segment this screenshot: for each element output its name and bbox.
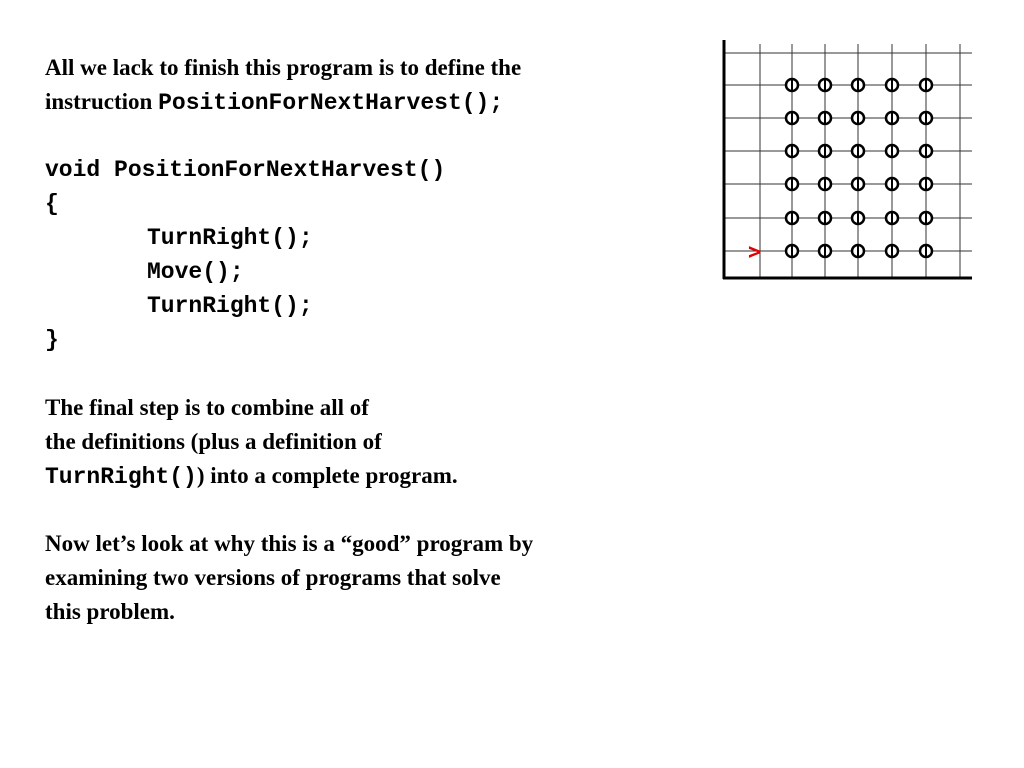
beeper-5-4 [886,211,898,225]
beeper-2-5 [920,111,932,125]
closing-line-1: Now let’s look at why this is a “good” program by [45,531,534,556]
beeper-2-4 [886,111,898,125]
code-signature: void PositionForNextHarvest() [45,157,446,183]
code-open-brace: { [45,191,59,217]
beeper-6-4 [886,244,898,258]
beeper-3-4 [886,144,898,158]
turnright-code: TurnRight() [45,464,197,490]
code-line-move: Move(); [147,259,244,285]
beeper-6-3 [852,244,864,258]
final-step-line-3 [45,459,685,493]
beeper-4-5 [920,177,932,191]
beeper-3-5 [920,144,932,158]
beeper-3-2 [819,144,831,158]
slide-text [45,51,685,629]
beeper-1-3 [852,78,864,92]
final-step-line-2: the definitions (plus a definition of [45,429,382,454]
beeper-1-5 [920,78,932,92]
beeper-2-3 [852,111,864,125]
robot-marker: > [748,240,762,265]
intro-line-2 [45,85,685,119]
beeper-1-2 [819,78,831,92]
intro-line-1: All we lack to finish this program is to define the [45,55,522,80]
beeper-4-3 [852,177,864,191]
beeper-5-1 [786,211,798,225]
code-close-brace: } [45,327,59,353]
closing-line-2: examining two versions of programs that solve [45,565,501,590]
beeper-3-1 [786,144,798,158]
code-line-turnright-2: TurnRight(); [147,293,313,319]
beeper-6-2 [819,244,831,258]
beeper-2-2 [819,111,831,125]
beeper-1-4 [886,78,898,92]
beeper-2-1 [786,111,798,125]
beeper-4-2 [819,177,831,191]
intro-line-2-text: instruction [45,89,159,114]
instruction-code: PositionForNextHarvest(); [158,90,504,116]
beeper-3-3 [852,144,864,158]
closing-line-3: this problem. [45,599,175,624]
final-step-line-1: The final step is to combine all of [45,395,369,420]
beeper-5-5 [920,211,932,225]
beeper-6-1 [786,244,798,258]
robot-world-grid [720,38,976,286]
beeper-5-2 [819,211,831,225]
beeper-1-1 [786,78,798,92]
beeper-4-1 [786,177,798,191]
beeper-5-3 [852,211,864,225]
final-step-line-3-text: ) into a complete program. [196,463,458,488]
beepers [786,78,932,258]
code-line-turnright-1: TurnRight(); [147,225,313,251]
beeper-4-4 [886,177,898,191]
beeper-6-5 [920,244,932,258]
